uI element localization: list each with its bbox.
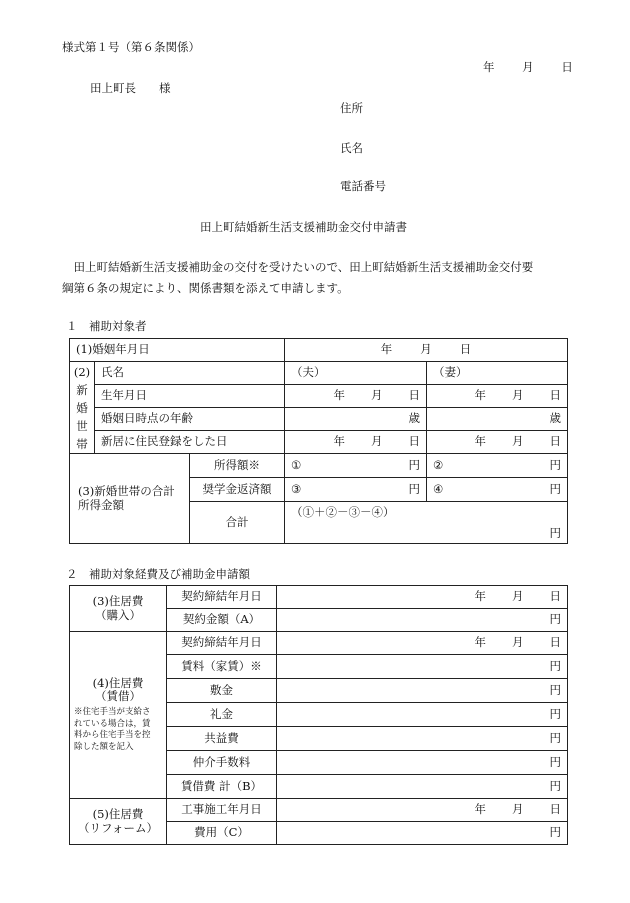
rent-contract-date-label: 契約締結年月日 xyxy=(167,632,277,655)
income-wife-field[interactable]: ② 円 xyxy=(427,454,568,478)
total-row-label: 合計 xyxy=(190,502,285,544)
year-label: 年 xyxy=(483,60,495,74)
purchase-label: (3)住居費 （購入） xyxy=(70,586,167,632)
section1-table xyxy=(69,338,568,544)
reform-date-field[interactable]: 年 月 日 xyxy=(277,799,568,822)
common-fee-label: 共益費 xyxy=(167,727,277,751)
purchase-amount-field[interactable]: 円 xyxy=(277,609,568,632)
wife-age-field[interactable]: 歳 xyxy=(427,408,568,431)
name-label: 氏名 xyxy=(340,141,363,155)
purchase-amount-label: 契約金額（A） xyxy=(167,609,277,632)
birthdate-row-label: 生年月日 xyxy=(95,385,285,408)
purchase-contract-date-field[interactable]: 年 月 日 xyxy=(277,586,568,609)
rent-note: ※住宅手当が支給さ れている場合は，賃 料から住宅手当を控 除した額を記入 xyxy=(74,707,151,752)
reform-date-label: 工事施工年月日 xyxy=(167,799,277,822)
scholarship-wife-field[interactable]: ④ 円 xyxy=(427,478,568,502)
wife-registration-field[interactable]: 年 月 日 xyxy=(427,431,568,454)
reform-cost-field[interactable]: 円 xyxy=(277,822,568,845)
deposit-label: 敷金 xyxy=(167,679,277,703)
scholarship-husband-field[interactable]: ③ 円 xyxy=(285,478,427,502)
total-field[interactable]: （①＋②－③－④） 円 xyxy=(285,502,568,544)
husband-registration-field[interactable]: 年 月 日 xyxy=(285,431,427,454)
rent-label: (4)住居費 （賃借） ※住宅手当が支給さ れている場合は，賃 料から住宅手当を控 除した額を記入 xyxy=(70,632,167,799)
rent-total-label: 賃借費 計（B） xyxy=(167,775,277,799)
body-text-line-2: 綱第６条の規定により、関係書類を添えて申請します。 xyxy=(62,281,349,295)
phone-label: 電話番号 xyxy=(340,179,386,193)
husband-name-field[interactable]: （夫） xyxy=(285,362,427,385)
purchase-contract-date-label: 契約締結年月日 xyxy=(167,586,277,609)
form-number: 様式第１号（第６条関係） xyxy=(62,40,200,54)
reform-cost-label: 費用（C） xyxy=(167,822,277,845)
husband-age-field[interactable]: 歳 xyxy=(285,408,427,431)
addressee: 田上町長 様 xyxy=(90,81,171,95)
rent-amount-label: 賃料（家賃）※ xyxy=(167,655,277,679)
income-label: (3)新婚世帯の合計 所得金額 xyxy=(70,454,190,544)
section1-heading: １ 補助対象者 xyxy=(66,319,147,333)
day-label: 日 xyxy=(561,60,573,74)
section2-heading: ２ 補助対象経費及び補助金申請額 xyxy=(66,567,250,581)
husband-birthdate-field[interactable]: 年 月 日 xyxy=(285,385,427,408)
document-title: 田上町結婚新生活支援補助金交付申請書 xyxy=(200,220,407,234)
deposit-field[interactable]: 円 xyxy=(277,679,568,703)
rent-total-field[interactable]: 円 xyxy=(277,775,568,799)
address-label: 住所 xyxy=(340,101,363,115)
rent-amount-field[interactable]: 円 xyxy=(277,655,568,679)
body-text-line-1: 田上町結婚新生活支援補助金の交付を受けたいので、田上町結婚新生活支援補助金交付要 xyxy=(62,260,534,274)
month-label: 月 xyxy=(522,60,534,74)
key-money-label: 礼金 xyxy=(167,703,277,727)
income-row-label: 所得額※ xyxy=(190,454,285,478)
scholarship-row-label: 奨学金返済額 xyxy=(190,478,285,502)
couple-label: (2) 新 婚 世 帯 xyxy=(70,362,95,454)
wife-name-field[interactable]: （妻） xyxy=(427,362,568,385)
marriage-date-label: (1)婚姻年月日 xyxy=(70,339,285,362)
registration-row-label: 新居に住民登録をした日 xyxy=(95,431,285,454)
marriage-date-field[interactable]: 年 月 日 xyxy=(285,339,568,362)
wife-birthdate-field[interactable]: 年 月 日 xyxy=(427,385,568,408)
rent-contract-date-field[interactable]: 年 月 日 xyxy=(277,632,568,655)
date-field xyxy=(483,62,573,74)
common-fee-field[interactable]: 円 xyxy=(277,727,568,751)
income-husband-field[interactable]: ① 円 xyxy=(285,454,427,478)
section2-table xyxy=(69,585,568,845)
name-row-label: 氏名 xyxy=(95,362,285,385)
key-money-field[interactable]: 円 xyxy=(277,703,568,727)
age-row-label: 婚姻日時点の年齢 xyxy=(95,408,285,431)
brokerage-fee-label: 仲介手数料 xyxy=(167,751,277,775)
reform-label: (5)住居費 （リフォーム） xyxy=(70,799,167,845)
brokerage-fee-field[interactable]: 円 xyxy=(277,751,568,775)
